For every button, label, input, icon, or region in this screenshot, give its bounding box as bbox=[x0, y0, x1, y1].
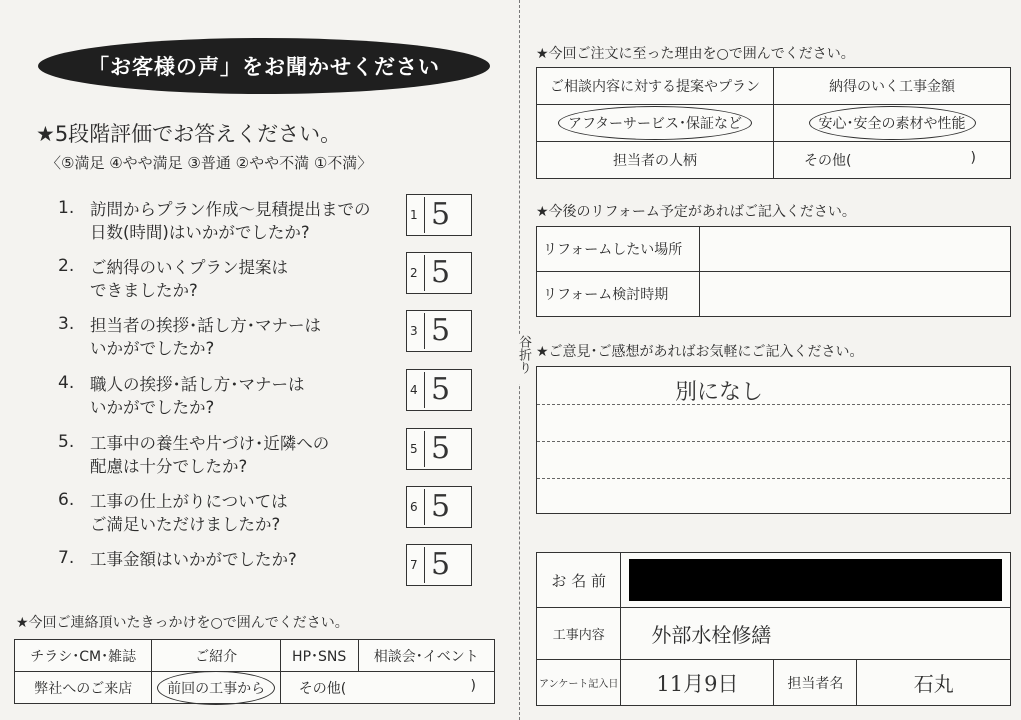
rating-answer-box[interactable] bbox=[406, 369, 472, 411]
work-label: 工事内容 bbox=[537, 608, 621, 660]
handwritten-score: 5 bbox=[431, 547, 451, 582]
box-divider bbox=[424, 197, 425, 233]
option-other[interactable]: その他( ) bbox=[280, 672, 494, 704]
box-number: 2 bbox=[410, 266, 418, 280]
box-divider bbox=[424, 489, 425, 525]
option-flyer[interactable]: チラシ･CM･雑誌 bbox=[15, 640, 152, 672]
question-line-2: いかがでしたか? bbox=[90, 398, 215, 417]
question-text bbox=[90, 256, 288, 302]
comments-heading: ★ご意見･ご感想があればお気軽にご記入ください。 bbox=[536, 344, 864, 360]
reform-heading: ★今後のリフォーム予定があればご記入ください。 bbox=[536, 204, 856, 220]
box-number: 1 bbox=[410, 208, 418, 222]
question-line-1: 訪問からプラン作成〜見積提出までの bbox=[90, 200, 371, 219]
selected-circle: 安心･安全の素材や性能 bbox=[819, 113, 966, 133]
question-number: 1. bbox=[58, 198, 75, 218]
reason-staff[interactable]: 担当者の人柄 bbox=[537, 142, 774, 179]
question-text bbox=[90, 314, 321, 360]
option-hp-sns[interactable]: HP･SNS bbox=[280, 640, 358, 672]
handwritten-score: 5 bbox=[431, 431, 451, 466]
box-divider bbox=[424, 255, 425, 291]
handwritten-score: 5 bbox=[431, 255, 451, 290]
question-line-1: 職人の挨拶･話し方･マナーは bbox=[90, 375, 305, 394]
handwritten-score: 5 bbox=[431, 372, 451, 407]
box-divider bbox=[424, 372, 425, 408]
rating-scale: 〈⑤満足 ④やや満足 ③普通 ②やや不満 ①不満〉 bbox=[46, 154, 373, 172]
question-text bbox=[90, 432, 329, 478]
rating-answer-box[interactable] bbox=[406, 310, 472, 352]
box-divider bbox=[424, 431, 425, 467]
box-number: 6 bbox=[410, 500, 418, 514]
rating-answer-box[interactable] bbox=[406, 486, 472, 528]
box-number: 4 bbox=[410, 383, 418, 397]
box-number: 3 bbox=[410, 324, 418, 338]
question-number: 2. bbox=[58, 256, 75, 276]
name-label: お 名 前 bbox=[537, 553, 621, 608]
question-number: 6. bbox=[58, 490, 75, 510]
reform-period-label: リフォーム検討時期 bbox=[537, 272, 700, 317]
order-reason-heading: ★今回ご注文に至った理由を○で囲んでください。 bbox=[536, 46, 855, 62]
order-reason-table bbox=[536, 67, 1011, 179]
contact-table bbox=[14, 639, 495, 704]
reform-table bbox=[536, 226, 1011, 317]
name-field[interactable] bbox=[621, 553, 1011, 608]
work-value: 外部水栓修繕 bbox=[621, 608, 1011, 660]
date-value: 11月9日 bbox=[621, 660, 774, 706]
question-number: 4. bbox=[58, 373, 75, 393]
question-text bbox=[90, 373, 305, 419]
rating-heading: ★5段階評価でお答えください。 bbox=[36, 122, 342, 146]
box-number: 7 bbox=[410, 558, 418, 572]
question-line-2: 配慮は十分でしたか? bbox=[90, 457, 248, 476]
selected-circle: アフターサービス･保証など bbox=[568, 113, 742, 133]
question-text bbox=[90, 548, 297, 571]
option-referral[interactable]: ご紹介 bbox=[152, 640, 280, 672]
staff-label: 担当者名 bbox=[774, 660, 857, 706]
box-divider bbox=[424, 313, 425, 349]
date-label: アンケート記入日 bbox=[537, 660, 621, 706]
question-line-1: 担当者の挨拶･話し方･マナーは bbox=[90, 316, 321, 335]
comment-rule bbox=[537, 478, 1010, 479]
reason-after-service[interactable] bbox=[537, 105, 774, 142]
staff-value: 石丸 bbox=[857, 660, 1011, 706]
fold-label: 谷折り bbox=[510, 335, 528, 384]
question-line-2: いかがでしたか? bbox=[90, 339, 215, 358]
redacted-name bbox=[629, 559, 1002, 601]
reason-other[interactable]: その他( ) bbox=[774, 142, 1011, 179]
reform-place-field[interactable] bbox=[700, 227, 1011, 272]
rating-answer-box[interactable] bbox=[406, 252, 472, 294]
question-number: 7. bbox=[58, 548, 75, 568]
reform-period-field[interactable] bbox=[700, 272, 1011, 317]
option-previous-work[interactable] bbox=[152, 672, 280, 704]
comment-rule bbox=[537, 404, 1010, 405]
question-line-1: 工事金額はいかがでしたか? bbox=[90, 550, 297, 569]
question-number: 3. bbox=[58, 314, 75, 334]
option-store-visit[interactable]: 弊社へのご来店 bbox=[15, 672, 152, 704]
rating-answer-box[interactable] bbox=[406, 544, 472, 586]
reason-safe-materials[interactable] bbox=[774, 105, 1011, 142]
question-line-2: できましたか? bbox=[90, 281, 198, 300]
survey-title: 「お客様の声」をお聞かせください bbox=[38, 38, 490, 94]
reason-price[interactable]: 納得のいく工事金額 bbox=[774, 68, 1011, 105]
comment-handwritten: 別になし bbox=[675, 380, 764, 405]
handwritten-score: 5 bbox=[431, 197, 451, 232]
question-line-2: ご満足いただけましたか? bbox=[90, 515, 281, 534]
question-line-2: 日数(時間)はいかがでしたか? bbox=[90, 223, 310, 242]
question-line-1: 工事中の養生や片づけ･近隣への bbox=[90, 434, 330, 453]
option-event[interactable]: 相談会･イベント bbox=[358, 640, 494, 672]
rating-answer-box[interactable] bbox=[406, 194, 472, 236]
handwritten-score: 5 bbox=[431, 313, 451, 348]
question-text bbox=[90, 490, 288, 536]
question-line-1: ご納得のいくプラン提案は bbox=[90, 258, 288, 277]
handwritten-score: 5 bbox=[431, 489, 451, 524]
box-number: 5 bbox=[410, 442, 418, 456]
reason-proposal[interactable]: ご相談内容に対する提案やプラン bbox=[537, 68, 774, 105]
rating-answer-box[interactable] bbox=[406, 428, 472, 470]
question-line-1: 工事の仕上がりについては bbox=[90, 492, 288, 511]
selected-circle: 前回の工事から bbox=[167, 678, 265, 698]
reform-place-label: リフォームしたい場所 bbox=[537, 227, 700, 272]
question-text bbox=[90, 198, 371, 244]
box-divider bbox=[424, 547, 425, 583]
question-number: 5. bbox=[58, 432, 75, 452]
comment-rule bbox=[537, 441, 1010, 442]
customer-info-table bbox=[536, 552, 1011, 706]
comments-field[interactable] bbox=[536, 366, 1011, 514]
contact-heading: ★今回ご連絡頂いたきっかけを○で囲んでください。 bbox=[16, 615, 349, 631]
